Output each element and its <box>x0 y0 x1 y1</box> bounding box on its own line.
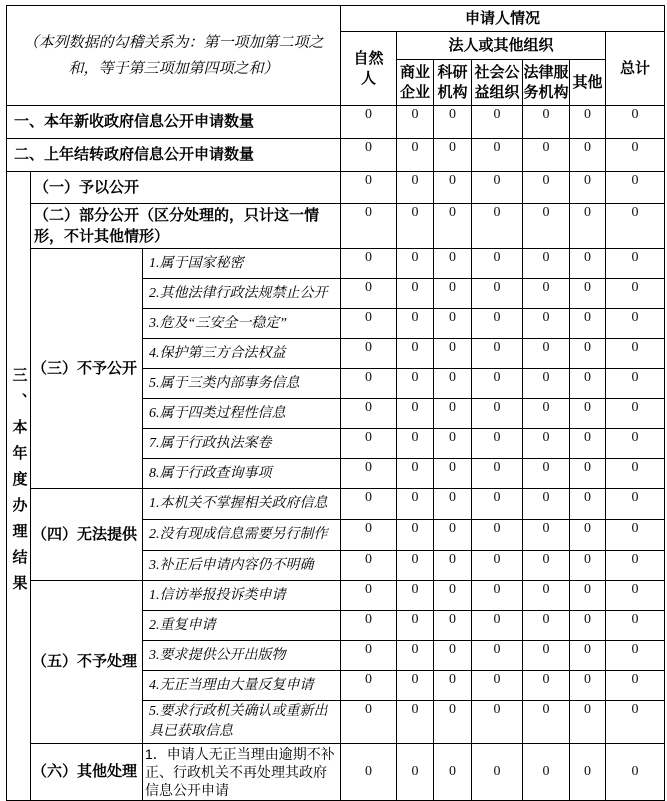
value-cell: 0 <box>397 309 434 339</box>
header-total: 总计 <box>606 32 665 106</box>
value-cell: 0 <box>472 581 523 611</box>
header-other-org: 其他 <box>570 60 606 106</box>
value-cell: 0 <box>472 172 523 204</box>
value-cell: 0 <box>606 489 665 520</box>
value-cell: 0 <box>397 139 434 172</box>
header-legal-or-other-org: 法人或其他组织 <box>397 32 606 60</box>
value-cell: 0 <box>397 399 434 429</box>
label-other-handling: （六）其他处理 <box>31 744 143 801</box>
value-cell: 0 <box>434 139 472 172</box>
value-cell: 0 <box>434 106 472 139</box>
value-cell: 0 <box>606 701 665 744</box>
value-cell: 0 <box>606 204 665 249</box>
value-cell: 0 <box>570 204 606 249</box>
value-cell: 0 <box>570 744 606 801</box>
label-granted: （一）予以公开 <box>31 172 341 204</box>
value-cell: 0 <box>523 581 570 611</box>
value-cell: 0 <box>570 139 606 172</box>
value-cell: 0 <box>570 520 606 551</box>
label-denied: （三）不予公开 <box>31 249 143 489</box>
value-cell: 0 <box>570 249 606 279</box>
value-cell: 0 <box>341 172 397 204</box>
value-cell: 0 <box>606 429 665 459</box>
value-cell: 0 <box>397 641 434 671</box>
value-cell: 0 <box>570 369 606 399</box>
value-cell: 0 <box>523 429 570 459</box>
value-cell: 0 <box>570 701 606 744</box>
value-cell: 0 <box>397 489 434 520</box>
value-cell: 0 <box>472 701 523 744</box>
value-cell: 0 <box>606 744 665 801</box>
label-unable-to-provide: （四）无法提供 <box>31 489 143 581</box>
value-cell: 0 <box>523 172 570 204</box>
row-label-carryover-applications: 二、上年结转政府信息公开申请数量 <box>7 139 341 172</box>
value-cell: 0 <box>570 489 606 520</box>
value-cell: 0 <box>397 429 434 459</box>
value-cell: 0 <box>523 249 570 279</box>
value-cell: 0 <box>472 309 523 339</box>
value-cell: 0 <box>523 279 570 309</box>
value-cell: 0 <box>472 459 523 489</box>
notprocessed-reason-item: 1.信访举报投诉类申请 <box>143 581 341 611</box>
value-cell: 0 <box>341 369 397 399</box>
value-cell: 0 <box>397 339 434 369</box>
value-cell: 0 <box>570 279 606 309</box>
label-not-processed: （五）不予处理 <box>31 581 143 744</box>
header-commercial-enterprise-label: 商业企业 <box>399 63 430 101</box>
value-cell: 0 <box>606 459 665 489</box>
header-natural-person-label: 自然人 <box>353 49 384 87</box>
value-cell: 0 <box>472 671 523 701</box>
value-cell: 0 <box>523 641 570 671</box>
notprocessed-reason-item: 3.要求提供公开出版物 <box>143 641 341 671</box>
value-cell: 0 <box>434 520 472 551</box>
value-cell: 0 <box>606 520 665 551</box>
value-cell: 0 <box>341 429 397 459</box>
value-cell: 0 <box>341 611 397 641</box>
value-cell: 0 <box>397 249 434 279</box>
value-cell: 0 <box>523 106 570 139</box>
value-cell: 0 <box>397 520 434 551</box>
value-cell: 0 <box>523 611 570 641</box>
value-cell: 0 <box>341 459 397 489</box>
value-cell: 0 <box>523 701 570 744</box>
value-cell: 0 <box>341 551 397 581</box>
value-cell: 0 <box>434 399 472 429</box>
denial-reason-item: 1.属于国家秘密 <box>143 249 341 279</box>
value-cell: 0 <box>434 249 472 279</box>
value-cell: 0 <box>341 641 397 671</box>
value-cell: 0 <box>341 744 397 801</box>
value-cell: 0 <box>472 744 523 801</box>
value-cell: 0 <box>397 581 434 611</box>
label-partially-granted: （二）部分公开（区分处理的，只计这一情形，不计其他情形） <box>31 204 341 249</box>
value-cell: 0 <box>472 399 523 429</box>
value-cell: 0 <box>523 204 570 249</box>
value-cell: 0 <box>523 671 570 701</box>
statistics-table-container <box>6 5 665 801</box>
unable-reason-item: 2.没有现成信息需要另行制作 <box>143 520 341 551</box>
header-legal-service-org <box>523 60 570 106</box>
value-cell: 0 <box>523 520 570 551</box>
value-cell: 0 <box>341 520 397 551</box>
value-cell: 0 <box>341 249 397 279</box>
value-cell: 0 <box>472 339 523 369</box>
other-handling-item: 1．申请人无正当理由逾期不补正、行政机关不再处理其政府信息公开申请 <box>143 744 341 801</box>
value-cell: 0 <box>341 671 397 701</box>
value-cell: 0 <box>434 369 472 399</box>
value-cell: 0 <box>341 701 397 744</box>
value-cell: 0 <box>434 671 472 701</box>
disclosure-applications-table <box>6 5 665 801</box>
value-cell: 0 <box>523 551 570 581</box>
value-cell: 0 <box>434 611 472 641</box>
header-research-institution <box>434 60 472 106</box>
value-cell: 0 <box>397 279 434 309</box>
value-cell: 0 <box>434 172 472 204</box>
value-cell: 0 <box>606 139 665 172</box>
value-cell: 0 <box>606 581 665 611</box>
denial-reason-item: 4.保护第三方合法权益 <box>143 339 341 369</box>
value-cell: 0 <box>341 279 397 309</box>
unable-reason-item: 3.补正后申请内容仍不明确 <box>143 551 341 581</box>
value-cell: 0 <box>606 611 665 641</box>
header-applicant-status: 申请人情况 <box>341 6 665 32</box>
denial-reason-item: 6.属于四类过程性信息 <box>143 399 341 429</box>
value-cell: 0 <box>570 611 606 641</box>
notprocessed-reason-item: 4.无正当理由大量反复申请 <box>143 671 341 701</box>
value-cell: 0 <box>523 309 570 339</box>
value-cell: 0 <box>523 744 570 801</box>
value-cell: 0 <box>397 459 434 489</box>
header-public-welfare-org <box>472 60 523 106</box>
value-cell: 0 <box>472 641 523 671</box>
value-cell: 0 <box>397 106 434 139</box>
value-cell: 0 <box>397 701 434 744</box>
value-cell: 0 <box>570 581 606 611</box>
value-cell: 0 <box>434 279 472 309</box>
value-cell: 0 <box>570 172 606 204</box>
value-cell: 0 <box>570 551 606 581</box>
value-cell: 0 <box>341 204 397 249</box>
value-cell: 0 <box>472 369 523 399</box>
value-cell: 0 <box>523 139 570 172</box>
denial-reason-item: 3.危及“三安全一稳定” <box>143 309 341 339</box>
value-cell: 0 <box>606 309 665 339</box>
value-cell: 0 <box>434 429 472 459</box>
value-cell: 0 <box>606 551 665 581</box>
value-cell: 0 <box>472 551 523 581</box>
value-cell: 0 <box>434 204 472 249</box>
header-legal-service-org-label: 法律服务机构 <box>523 63 569 101</box>
value-cell: 0 <box>434 744 472 801</box>
value-cell: 0 <box>606 249 665 279</box>
value-cell: 0 <box>523 339 570 369</box>
value-cell: 0 <box>434 459 472 489</box>
header-research-institution-label: 科研机构 <box>437 63 468 101</box>
value-cell: 0 <box>341 581 397 611</box>
notprocessed-reason-item: 2.重复申请 <box>143 611 341 641</box>
header-commercial-enterprise <box>397 60 434 106</box>
value-cell: 0 <box>523 489 570 520</box>
value-cell: 0 <box>397 204 434 249</box>
unable-reason-item: 1.本机关不掌握相关政府信息 <box>143 489 341 520</box>
value-cell: 0 <box>472 520 523 551</box>
notprocessed-reason-item: 5.要求行政机关确认或重新出具已获取信息 <box>143 701 341 744</box>
denial-reason-item: 5.属于三类内部事务信息 <box>143 369 341 399</box>
value-cell: 0 <box>570 671 606 701</box>
value-cell: 0 <box>523 459 570 489</box>
value-cell: 0 <box>570 399 606 429</box>
value-cell: 0 <box>397 551 434 581</box>
value-cell: 0 <box>570 339 606 369</box>
value-cell: 0 <box>606 671 665 701</box>
value-cell: 0 <box>472 429 523 459</box>
value-cell: 0 <box>397 369 434 399</box>
value-cell: 0 <box>472 489 523 520</box>
value-cell: 0 <box>570 429 606 459</box>
value-cell: 0 <box>606 172 665 204</box>
section-label-annual-results-text: 三、本年度办理结果 <box>10 366 28 601</box>
value-cell: 0 <box>606 369 665 399</box>
value-cell: 0 <box>472 611 523 641</box>
section-label-annual-results <box>7 172 31 801</box>
denial-reason-item: 7.属于行政执法案卷 <box>143 429 341 459</box>
value-cell: 0 <box>523 399 570 429</box>
value-cell: 0 <box>341 309 397 339</box>
value-cell: 0 <box>397 744 434 801</box>
header-natural-person <box>341 32 397 106</box>
value-cell: 0 <box>341 139 397 172</box>
value-cell: 0 <box>434 551 472 581</box>
value-cell: 0 <box>434 581 472 611</box>
value-cell: 0 <box>472 139 523 172</box>
value-cell: 0 <box>570 459 606 489</box>
value-cell: 0 <box>606 279 665 309</box>
value-cell: 0 <box>397 172 434 204</box>
value-cell: 0 <box>341 399 397 429</box>
value-cell: 0 <box>341 339 397 369</box>
value-cell: 0 <box>341 489 397 520</box>
value-cell: 0 <box>397 671 434 701</box>
value-cell: 0 <box>606 106 665 139</box>
value-cell: 0 <box>434 489 472 520</box>
denial-reason-item: 8.属于行政查询事项 <box>143 459 341 489</box>
header-public-welfare-org-label: 社会公益组织 <box>474 63 520 101</box>
value-cell: 0 <box>570 641 606 671</box>
value-cell: 0 <box>472 204 523 249</box>
value-cell: 0 <box>606 399 665 429</box>
value-cell: 0 <box>434 701 472 744</box>
value-cell: 0 <box>472 106 523 139</box>
reconciliation-note: （本列数据的勾稽关系为：第一项加第二项之和，等于第三项加第四项之和） <box>7 6 341 106</box>
value-cell: 0 <box>606 339 665 369</box>
value-cell: 0 <box>434 641 472 671</box>
value-cell: 0 <box>341 106 397 139</box>
value-cell: 0 <box>606 641 665 671</box>
value-cell: 0 <box>472 279 523 309</box>
value-cell: 0 <box>523 369 570 399</box>
value-cell: 0 <box>570 309 606 339</box>
row-label-new-applications: 一、本年新收政府信息公开申请数量 <box>7 106 341 139</box>
denial-reason-item: 2.其他法律行政法规禁止公开 <box>143 279 341 309</box>
value-cell: 0 <box>570 106 606 139</box>
value-cell: 0 <box>472 249 523 279</box>
value-cell: 0 <box>397 611 434 641</box>
value-cell: 0 <box>434 339 472 369</box>
value-cell: 0 <box>434 309 472 339</box>
